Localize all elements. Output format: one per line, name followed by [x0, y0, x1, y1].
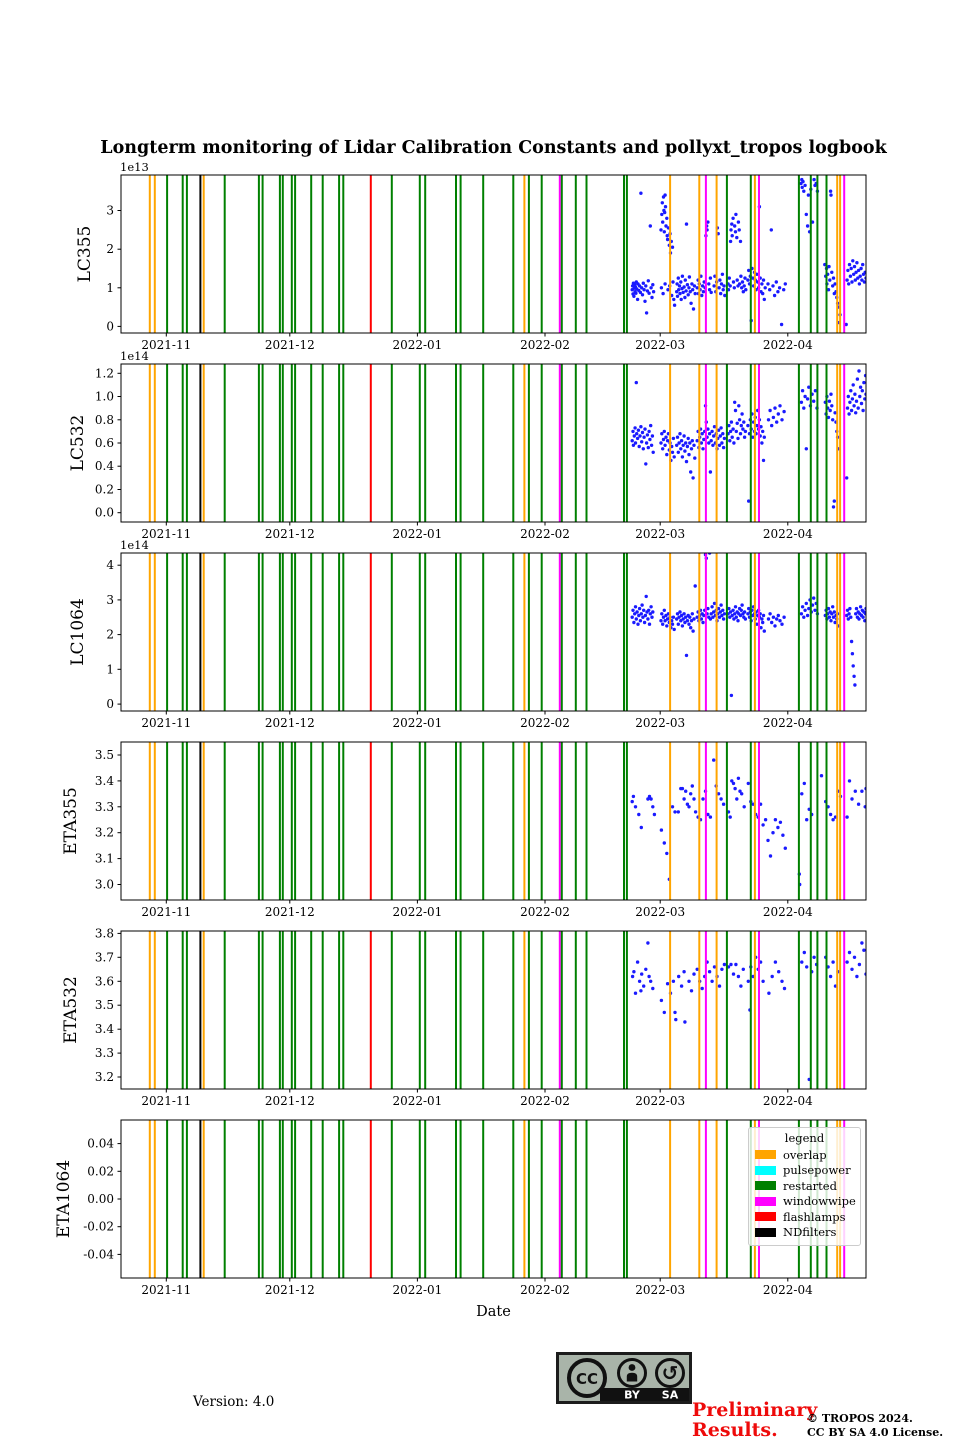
- svg-text:3.3: 3.3: [94, 1046, 114, 1061]
- svg-text:2022-04: 2022-04: [762, 716, 813, 730]
- svg-text:2022-04: 2022-04: [762, 527, 813, 541]
- x-axis-label: Date: [476, 1304, 511, 1320]
- svg-text:2022-04: 2022-04: [762, 905, 813, 919]
- panel-ETA355: [95, 742, 868, 919]
- svg-text:2022-04: 2022-04: [762, 1283, 813, 1297]
- y-axis-label-lc1064: LC1064: [68, 598, 88, 666]
- svg-text:2022-03: 2022-03: [635, 1094, 686, 1108]
- svg-text:2022-02: 2022-02: [520, 527, 570, 541]
- by-person-body: [627, 1373, 637, 1382]
- legend-label: NDfilters: [783, 1225, 837, 1240]
- svg-text:2022-02: 2022-02: [520, 716, 570, 730]
- svg-text:3.4: 3.4: [94, 1022, 114, 1037]
- svg-text:2022-03: 2022-03: [635, 338, 686, 352]
- cc-license-badge: [556, 1352, 692, 1404]
- svg-text:2022-02: 2022-02: [520, 1283, 570, 1297]
- svg-text:2022-03: 2022-03: [635, 527, 686, 541]
- y-axis-label-eta355: ETA355: [61, 787, 81, 855]
- legend-swatch-flashlamps: [755, 1212, 776, 1221]
- svg-text:3.6: 3.6: [94, 974, 114, 989]
- offset-label-1e14-lc532: 1e14: [120, 349, 149, 363]
- svg-text:2022-01: 2022-01: [392, 527, 443, 541]
- legend-swatch-overlap: [755, 1150, 776, 1159]
- cc-icon-text: CC: [575, 1370, 599, 1388]
- version-text: Version: 4.0: [193, 1394, 275, 1410]
- svg-text:0: 0: [106, 319, 114, 334]
- svg-text:3: 3: [106, 592, 114, 607]
- svg-text:2021-12: 2021-12: [264, 1094, 315, 1108]
- svg-text:2022-03: 2022-03: [635, 1283, 686, 1297]
- copyright-note: [807, 1412, 943, 1440]
- svg-text:3.3: 3.3: [94, 799, 114, 814]
- svg-text:0: 0: [106, 697, 114, 712]
- svg-text:2021-11: 2021-11: [141, 527, 192, 541]
- y-axis-label-eta532: ETA532: [61, 976, 81, 1044]
- svg-text:2022-01: 2022-01: [392, 1094, 443, 1108]
- svg-text:2022-02: 2022-02: [520, 338, 570, 352]
- legend-label: windowwipe: [783, 1194, 856, 1209]
- legend-label: pulsepower: [783, 1163, 851, 1178]
- legend-item-flashlamps: [755, 1209, 854, 1225]
- legend-title: legend: [784, 1131, 825, 1145]
- copyright-line2: CC BY SA 4.0 License.: [807, 1426, 944, 1439]
- legend-item-restarted: [755, 1178, 854, 1194]
- offset-label-1e14-lc1064: 1e14: [120, 538, 149, 552]
- panel-LC355: [106, 175, 867, 352]
- svg-text:1.2: 1.2: [94, 366, 114, 381]
- offset-label-1e13: 1e13: [120, 160, 149, 174]
- svg-text:0.04: 0.04: [87, 1136, 114, 1151]
- svg-text:2022-01: 2022-01: [392, 905, 443, 919]
- copyright-line1: © TROPOS 2024.: [807, 1412, 913, 1425]
- svg-text:1: 1: [106, 280, 114, 295]
- panel-LC1064: [106, 551, 867, 730]
- preliminary-note: [692, 1400, 817, 1440]
- svg-text:1.0: 1.0: [94, 389, 114, 404]
- svg-text:3.2: 3.2: [94, 825, 114, 840]
- svg-text:2021-11: 2021-11: [141, 1283, 192, 1297]
- svg-text:3.5: 3.5: [94, 748, 114, 762]
- svg-text:3: 3: [106, 203, 114, 218]
- panel-LC532: [95, 364, 868, 541]
- svg-text:0.4: 0.4: [94, 459, 114, 474]
- svg-text:3.5: 3.5: [94, 998, 114, 1013]
- svg-text:2022-02: 2022-02: [520, 1094, 570, 1108]
- svg-text:3.8: 3.8: [94, 926, 114, 941]
- svg-text:2022-04: 2022-04: [762, 1094, 813, 1108]
- y-axis-label-lc532: LC532: [68, 414, 88, 472]
- svg-text:3.0: 3.0: [94, 877, 114, 892]
- svg-text:2022-03: 2022-03: [635, 905, 686, 919]
- legend-swatch-restarted: [755, 1181, 776, 1190]
- legend-item-ndfilters: [755, 1225, 854, 1241]
- svg-text:2022-01: 2022-01: [392, 716, 443, 730]
- y-axis-label-eta1064: ETA1064: [54, 1159, 74, 1239]
- svg-text:0.2: 0.2: [94, 482, 114, 497]
- svg-text:0.00: 0.00: [87, 1192, 114, 1206]
- legend-item-overlap: [755, 1147, 854, 1163]
- legend: [748, 1127, 861, 1246]
- legend-item-windowwipe: [755, 1194, 854, 1210]
- sa-arrow-glyph: ↺: [661, 1361, 679, 1385]
- svg-text:0.02: 0.02: [87, 1164, 114, 1179]
- by-person-head: [629, 1364, 636, 1371]
- svg-text:2021-12: 2021-12: [264, 1283, 315, 1297]
- svg-text:2021-12: 2021-12: [264, 905, 315, 919]
- svg-text:0.8: 0.8: [94, 412, 114, 427]
- preliminary-line1: Preliminary: [692, 1399, 818, 1421]
- badge-by-text: BY: [624, 1388, 640, 1402]
- legend-label: overlap: [783, 1147, 827, 1162]
- svg-text:2022-01: 2022-01: [392, 1283, 443, 1297]
- svg-text:-0.04: -0.04: [83, 1247, 114, 1262]
- badge-sa-text: SA: [661, 1388, 679, 1402]
- svg-text:3.4: 3.4: [94, 773, 114, 788]
- svg-text:1: 1: [106, 662, 114, 677]
- svg-text:0.6: 0.6: [94, 436, 114, 450]
- svg-text:-0.02: -0.02: [83, 1219, 114, 1234]
- svg-text:4: 4: [106, 558, 114, 573]
- preliminary-line2: Results.: [692, 1419, 778, 1441]
- y-axis-label-lc355: LC355: [75, 225, 95, 283]
- svg-text:2021-12: 2021-12: [264, 716, 315, 730]
- svg-text:2: 2: [106, 242, 114, 257]
- svg-text:3.1: 3.1: [94, 851, 114, 866]
- svg-text:2022-03: 2022-03: [635, 716, 686, 730]
- svg-text:2022-04: 2022-04: [762, 338, 813, 352]
- legend-swatch-ndfilters: [755, 1228, 776, 1237]
- legend-swatch-windowwipe: [755, 1197, 776, 1206]
- legend-item-pulsepower: [755, 1163, 854, 1179]
- svg-text:2021-11: 2021-11: [141, 905, 192, 919]
- svg-text:3.2: 3.2: [94, 1070, 114, 1084]
- legend-label: flashlamps: [783, 1209, 846, 1224]
- svg-text:2021-11: 2021-11: [141, 338, 192, 352]
- svg-text:2022-01: 2022-01: [392, 338, 443, 352]
- legend-swatch-pulsepower: [755, 1166, 776, 1175]
- svg-text:2: 2: [106, 627, 114, 642]
- legend-label: restarted: [783, 1178, 837, 1193]
- svg-text:2022-02: 2022-02: [520, 905, 570, 919]
- svg-text:2021-12: 2021-12: [264, 338, 315, 352]
- svg-text:3.7: 3.7: [94, 950, 114, 965]
- svg-text:0.0: 0.0: [94, 505, 114, 520]
- svg-text:2021-11: 2021-11: [141, 1094, 192, 1108]
- panel-ETA532: [95, 926, 868, 1108]
- svg-text:2021-12: 2021-12: [264, 527, 315, 541]
- chart-title: Longterm monitoring of Lidar Calibration Constants and pollyxt_tropos logbook: [100, 138, 887, 158]
- svg-text:2021-11: 2021-11: [141, 716, 192, 730]
